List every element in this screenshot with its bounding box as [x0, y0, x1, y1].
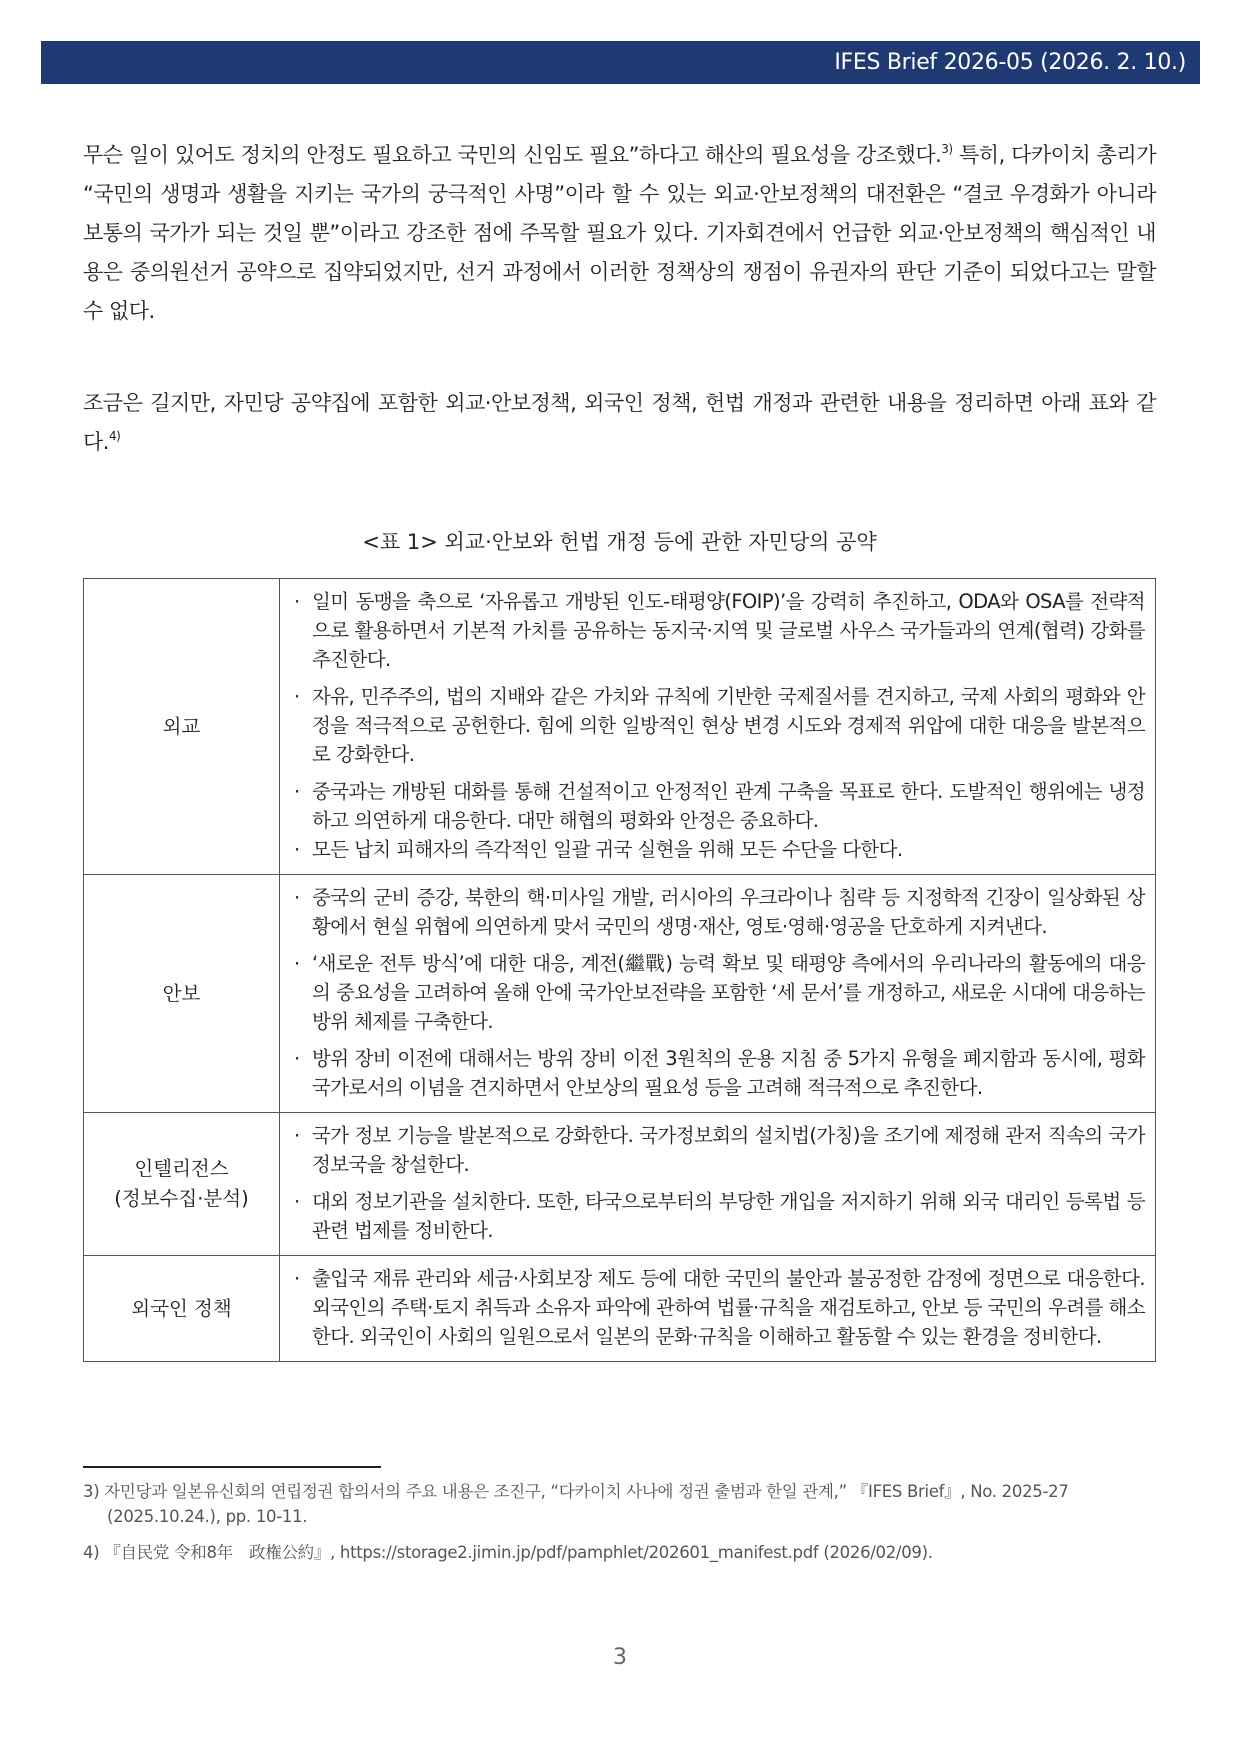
page-number: 3: [613, 1645, 627, 1670]
list-item: [294, 1264, 1145, 1351]
items-cell: [280, 875, 1156, 1113]
item-text: 대외 정보기관을 설치한다. 또한, 타국으로부터의 부당한 개입을 저지하기 위해 외국 대리인 등록법 등 관련 법제를 정비한다.: [312, 1190, 1145, 1242]
category-label: 안보: [162, 981, 201, 1005]
category-label: 외국인 정책: [131, 1296, 232, 1320]
bullet-icon: ·: [294, 590, 300, 613]
footnote-ref-4[interactable]: 4): [108, 429, 121, 443]
category-cell: [84, 875, 280, 1113]
item-text: 국가 정보 기능을 발본적으로 강화한다. 국가정보회의 설치법(가칭)을 조기에 제정해 관저 직속의 국가정보국을 창설한다.: [312, 1124, 1145, 1176]
header-title: IFES Brief 2026-05 (2026. 2. 10.): [834, 50, 1186, 75]
footnote-4: [83, 1540, 1156, 1565]
category-cell: [84, 1256, 280, 1362]
table-row: [84, 1113, 1156, 1256]
footnote-text-cont: (2025.10.24.), pp. 10-11.: [107, 1507, 308, 1526]
footnote-text: 자민당과 일본유신회의 연립정권 합의서의 주요 내용은 조진구, “다카이치 사나에 정권 출범과 한일 관계,” 『IFES Brief』, No. 2025-27: [104, 1482, 1069, 1501]
category-label: 외교: [162, 714, 201, 738]
list-item: [294, 587, 1145, 674]
item-text: ‘새로운 전투 방식’에 대한 대응, 계전(繼戰) 능력 확보 및 태평양 측에서의 우리나라의 활동에의 대응의 중요성을 고려하여 올해 안에 국가안보전략을 포함한 ‘세 문서’를 개정하고, 새로운 시대에 대응하는 방위 체제를 구축한다.: [312, 952, 1145, 1033]
item-text: 출입국 재류 관리와 세금·사회보장 제도 등에 대한 국민의 불안과 불공정한 감정에 정면으로 대응한다. 외국인의 주택·토지 취득과 소유자 파악에 관하여 법률·규칙을 재검토하고, 안보 등 국민의 우려를 해소한다. 외국인이 사회의 일원으로서 일본의 문화·규칙을 이해하고 활동할 수 있는 환경을 정비한다.: [312, 1267, 1145, 1348]
items-cell: [280, 579, 1156, 875]
list-item: [294, 835, 1145, 864]
item-text: 자유, 민주주의, 법의 지배와 같은 가치와 규칙에 기반한 국제질서를 견지하고, 국제 사회의 평화와 안정을 적극적으로 공헌한다. 힘에 의한 일방적인 현상 변경 시도와 경제적 위압에 대한 대응을 발본적으로 강화한다.: [312, 685, 1145, 766]
footnote-3: [83, 1479, 1156, 1529]
list-item: [294, 682, 1145, 769]
bullet-icon: ·: [294, 685, 300, 708]
footnote-text[interactable]: 『自民党 令和8年 政権公約』, https://storage2.jimin.jp/pdf/pamphlet/202601_manifest.pdf (2026/02/09).: [104, 1543, 933, 1562]
bullet-icon: ·: [294, 1190, 300, 1213]
bullet-icon: ·: [294, 1047, 300, 1070]
table-row: [84, 875, 1156, 1113]
list-item: [294, 1187, 1145, 1245]
footnote-divider: [83, 1466, 381, 1468]
list-item: [294, 777, 1145, 835]
item-text: 중국과는 개방된 대화를 통해 건설적이고 안정적인 관계 구축을 목표로 한다. 도발적인 행위에는 냉정하고 의연하게 대응한다. 대만 해협의 평화와 안정은 중요하다.: [312, 780, 1145, 832]
bullet-icon: ·: [294, 1267, 300, 1290]
category-sublabel: (정보수집·분석): [114, 1187, 249, 1210]
category-cell: [84, 579, 280, 875]
footnote-ref-3[interactable]: 3): [941, 142, 953, 156]
items-cell: [280, 1256, 1156, 1362]
bullet-icon: ·: [294, 780, 300, 803]
table-row: [84, 1256, 1156, 1362]
paragraph-text: 조금은 길지만, 자민당 공약집에 포함한 외교·안보정책, 외국인 정책, 헌법 개정과 관련한 내용을 정리하면 아래 표와 같다.: [83, 391, 1156, 454]
paragraph-text: 무슨 일이 있어도 정치의 안정도 필요하고 국민의 신임도 필요”하다고 해산의 필요성을 강조했다.: [83, 143, 942, 167]
policy-table: [83, 578, 1156, 1362]
item-text: 일미 동맹을 축으로 ‘자유롭고 개방된 인도-태평양(FOIP)’을 강력히 추진하고, ODA와 OSA를 전략적으로 활용하면서 기본적 가치를 공유하는 동지국·지역 및 글로벌 사우스 국가들과의 연계(협력) 강화를 추진한다.: [312, 590, 1145, 671]
table-row: [84, 579, 1156, 875]
bullet-icon: ·: [294, 952, 300, 975]
footnote-number: 4): [83, 1543, 100, 1562]
bullet-icon: ·: [294, 838, 300, 861]
list-item: [294, 883, 1145, 941]
bullet-icon: ·: [294, 886, 300, 909]
table-caption: <표 1> 외교·안보와 헌법 개정 등에 관한 자민당의 공약: [362, 530, 877, 554]
list-item: [294, 949, 1145, 1036]
list-item: [294, 1121, 1145, 1179]
bullet-icon: ·: [294, 1124, 300, 1147]
item-text: 중국의 군비 증강, 북한의 핵·미사일 개발, 러시아의 우크라이나 침략 등 지정학적 긴장이 일상화된 상황에서 현실 위협에 의연하게 맞서 국민의 생명·재산, 영토·영해·영공을 단호하게 지켜낸다.: [312, 886, 1145, 938]
paragraph-text: 특히, 다카이치 총리가 “국민의 생명과 생활을 지키는 국가의 궁극적인 사명”이라 할 수 있는 외교·안보정책의 대전환은 “결코 우경화가 아니라 보통의 국가가 되는 것일 뿐”이라고 강조한 점에 주목할 필요가 있다. 기자회견에서 언급한 외교·안보정책의 핵심적인 내용은 중의원선거 공약으로 집약되었지만, 선거 과정에서 이러한 정책상의 쟁점이 유권자의 판단 기준이 되었다고는 말할 수 없다.: [83, 143, 1156, 323]
category-cell: [84, 1113, 280, 1256]
footnote-number: 3): [83, 1482, 100, 1501]
item-text: 모든 납치 피해자의 즉각적인 일괄 귀국 실현을 위해 모든 수단을 다한다.: [312, 838, 903, 861]
item-text: 방위 장비 이전에 대해서는 방위 장비 이전 3원칙의 운용 지침 중 5가지 유형을 폐지함과 동시에, 평화 국가로서의 이념을 견지하면서 안보상의 필요성 등을 고려해 적극적으로 추진한다.: [312, 1047, 1145, 1099]
body-paragraph-2: [83, 384, 1156, 462]
body-paragraph-1: [83, 136, 1156, 331]
header-bar: [41, 41, 1200, 84]
category-label: 인텔리전스: [134, 1157, 229, 1180]
items-cell: [280, 1113, 1156, 1256]
list-item: [294, 1044, 1145, 1102]
